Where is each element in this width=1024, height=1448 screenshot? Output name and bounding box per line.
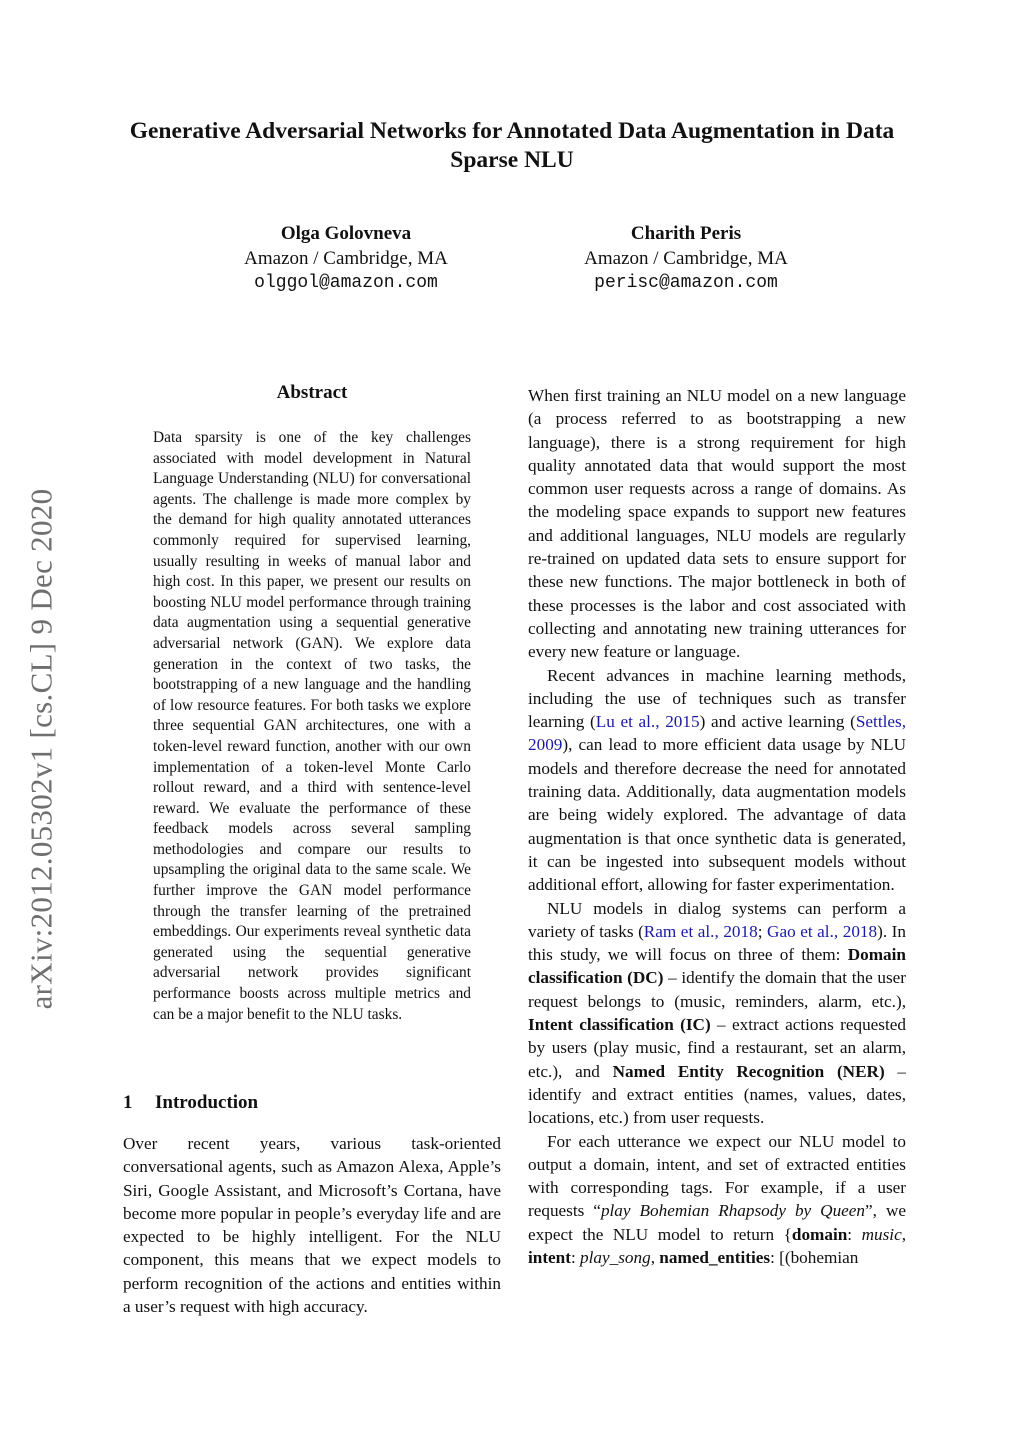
example-utterance: play Bohemian Rhapsody by Queen [600,1201,866,1221]
author-affiliation: Amazon / Cambridge, MA [244,248,448,269]
abstract-heading: Abstract [276,382,348,403]
citation-link[interactable]: Ram et al., 2018 [643,921,758,941]
paragraph: For each utterance we expect our NLU model to output a domain, intent, and set of extracted entities with corresponding tags. For example, if a user requests “play Bohemian Rhapsody by Queen”, we expect the NLU model to return {domain: music, intent: play_song, named_entities: [(bohemian [528,1131,906,1267]
arxiv-identifier: arXiv:2012.05302v1 [cs.CL] 9 Dec 2020 [23,488,59,1010]
term-domain-classification: Domain classification (DC) [528,945,906,988]
section-title: Introduction [155,1092,259,1113]
author-affiliation: Amazon / Cambridge, MA [584,248,788,269]
author-email: perisc@amazon.com [594,273,778,293]
paragraph: When first training an NLU model on a new language (a process referred to as bootstrapping a new language), there is a strong requirement for high quality annotated data that would support the most common user requests across a range of domains. As the modeling space expands to support new features and additional languages, NLU models are regularly re-trained on updated data sets to ensure support for these new functions. The major bottleneck in both of these processes is the labor and cost associated with collecting and annotating new training utterances for every new feature or language. [528,386,906,662]
author-name: Olga Golovneva [280,223,412,244]
paragraph: Recent advances in machine learning methods, including the use of techniques such as transfer learning (Lu et al., 2015) and active learning (Settles, 2009), can lead to more efficient data usage by NLU models and therefore decrease the need for annotated training data. Additionally, data augmentation models are being widely explored. The advantage of data augmentation is that once synthetic data is generated, it can be ingested into subsequent models without additional effort, allowing for faster experimentation. [528,665,906,895]
paragraph: NLU models in dialog systems can perform a variety of tasks (Ram et al., 2018; Gao et al., 2018). In this study, we will focus on three of them: Domain classification (DC) – identify the domain that the user request belongs to (music, reminders, alarm, etc.), Intent classification (IC) – extract actions requested by users (play music, find a restaurant, set an alarm, etc.), and Named Entity Recognition (NER) – identify and extract entities (names, values, dates, locations, etc.) from user requests. [528,898,907,1128]
citation-link[interactable]: Lu et al., 2015 [595,712,700,732]
paragraph: Over recent years, various task-oriented conversational agents, such as Amazon Alexa, Apple’s Siri, Google Assistant, and Microsoft’s Cortana, have become more popular in people’s everyday life and are expected to be highly intelligent. For the NLU component, this means that we expect models to perform recognition of the actions and entities within a user’s request with high accuracy. [123,1134,501,1317]
author-email: olggol@amazon.com [254,273,438,293]
author-block [176,221,516,296]
term-named-entity-recognition: Named Entity Recognition (NER) [612,1061,885,1081]
author-name: Charith Peris [630,223,742,244]
abstract-text: Data sparsity is one of the key challenges associated with model development in Natural Language Understanding (NLU) for conversational agents. The challenge is made more complex by the demand for high quality annotated utterances commonly required for supervised learning, usually resulting in weeks of manual labor and high cost. In this paper, we present our results on boosting NLU model performance through training data augmentation using a sequential generative adversarial network (GAN). We explore data generation in the context of two tasks, the bootstrapping of a new language and the handling of low resource features. For both tasks we explore three sequential GAN architectures, one with a token-level reward function, another with our own implementation of a token-level Monte Carlo rollout reward, and a third with sentence-level reward. We evaluate the performance of these feedback models across several sampling methodologies and compare our results to upsampling the original data to the same scale. We further improve the GAN model performance through the transfer learning of the pretrained embeddings. Our experiments reveal synthetic data generated using the sequential generative adversarial network provides significant performance boosts across multiple metrics and can be a major benefit to the NLU tasks. [153,429,471,1023]
term-intent-classification: Intent classification (IC) [528,1015,711,1035]
right-column-text [528,384,906,1269]
section-heading-introduction [123,1092,501,1114]
paper-title: Generative Adversarial Networks for Annotated Data Augmentation in Data Sparse NLU [129,118,895,173]
arxiv-side-stamp [22,456,60,1042]
section-number: 1 [123,1092,133,1113]
introduction-left-text [123,1132,501,1318]
abstract-body [153,428,471,1025]
citation-link[interactable]: Settles, 2009 [528,712,906,755]
author-block [516,221,856,296]
citation-link[interactable]: Gao et al., 2018 [767,921,878,941]
